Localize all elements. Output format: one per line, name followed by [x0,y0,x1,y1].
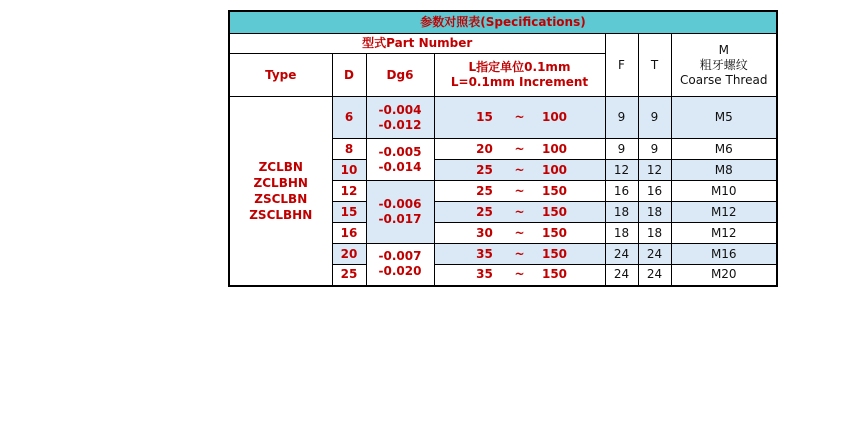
tilde: ~ [514,183,525,198]
d-header: D [332,54,366,97]
l-min: 20 [476,141,493,156]
l-range-cell [434,265,605,286]
l-min: 25 [476,183,493,198]
d-cell: 10 [332,160,366,181]
l-range-cell [434,160,605,181]
t-cell: 18 [638,202,671,223]
f-cell: 24 [605,265,638,286]
l-min: 25 [476,162,493,177]
tilde: ~ [514,110,525,124]
m-header-line1: M [718,42,729,57]
type-cell [229,97,332,286]
m-cell: M10 [671,181,777,202]
type-name: ZCLBN [258,159,303,174]
spec-table [228,10,778,287]
f-cell: 12 [605,160,638,181]
table-title: 参数对照表(Specifications) [229,11,777,34]
l-min: 25 [476,204,493,219]
l-range-cell [434,202,605,223]
l-min: 15 [476,110,493,124]
type-name: ZSCLBHN [249,207,313,222]
tolerance-upper: -0.006 [378,197,422,211]
tilde: ~ [514,267,525,282]
tilde: ~ [514,204,525,219]
l-max: 100 [541,162,568,177]
d-cell: 8 [332,139,366,160]
tilde: ~ [514,246,525,261]
type-name: ZCLBHN [253,175,308,190]
m-header [671,34,777,97]
spec-table-container [228,10,776,286]
tolerance-lower: -0.020 [378,264,422,279]
dg6-cell [366,244,434,286]
tilde: ~ [514,162,525,177]
l-header [434,54,605,97]
t-cell: 24 [638,244,671,265]
tilde: ~ [514,225,525,240]
l-header-line2: L=0.1mm Increment [450,75,589,89]
d-cell: 12 [332,181,366,202]
dg6-header: Dg6 [366,54,434,97]
t-cell: 9 [638,97,671,139]
l-max: 150 [541,225,568,240]
d-cell: 16 [332,223,366,244]
l-range-cell [434,244,605,265]
l-min: 35 [476,246,493,261]
f-cell: 16 [605,181,638,202]
tolerance-lower: -0.017 [378,212,422,226]
l-max: 150 [541,267,568,282]
m-header-line2: 粗牙螺纹 [699,57,748,72]
m-cell: M12 [671,223,777,244]
t-cell: 9 [638,139,671,160]
f-cell: 9 [605,97,638,139]
l-min: 35 [476,267,493,282]
t-cell: 12 [638,160,671,181]
d-cell: 20 [332,244,366,265]
tolerance-upper: -0.005 [378,144,422,159]
l-max: 150 [541,246,568,261]
l-min: 30 [476,225,493,240]
part-number-header: 型式Part Number [229,34,605,54]
m-cell: M12 [671,202,777,223]
l-max: 150 [541,183,568,198]
d-cell: 6 [332,97,366,139]
t-cell: 16 [638,181,671,202]
tolerance-lower: -0.014 [378,159,422,174]
m-header-line3: Coarse Thread [680,72,768,87]
l-range-cell [434,223,605,244]
type-header: Type [229,54,332,97]
l-range-cell [434,139,605,160]
l-max: 100 [541,110,568,124]
d-cell: 25 [332,265,366,286]
m-cell: M5 [671,97,777,139]
t-cell: 24 [638,265,671,286]
tolerance-upper: -0.007 [378,249,422,264]
l-range-cell [434,181,605,202]
l-range-cell [434,97,605,139]
t-header: T [638,34,671,97]
t-cell: 18 [638,223,671,244]
f-cell: 18 [605,223,638,244]
f-cell: 24 [605,244,638,265]
m-cell: M8 [671,160,777,181]
m-cell: M6 [671,139,777,160]
l-max: 100 [541,141,568,156]
tilde: ~ [514,141,525,156]
l-header-line1: L指定单位0.1mm [468,60,571,74]
d-cell: 15 [332,202,366,223]
f-cell: 9 [605,139,638,160]
l-max: 150 [541,204,568,219]
dg6-cell [366,97,434,139]
m-cell: M20 [671,265,777,286]
tolerance-lower: -0.012 [378,117,422,132]
table-row [229,97,777,139]
f-header: F [605,34,638,97]
type-name: ZSCLBN [254,191,308,206]
dg6-cell [366,139,434,181]
f-cell: 18 [605,202,638,223]
tolerance-upper: -0.004 [378,102,422,117]
m-cell: M16 [671,244,777,265]
dg6-cell [366,181,434,244]
